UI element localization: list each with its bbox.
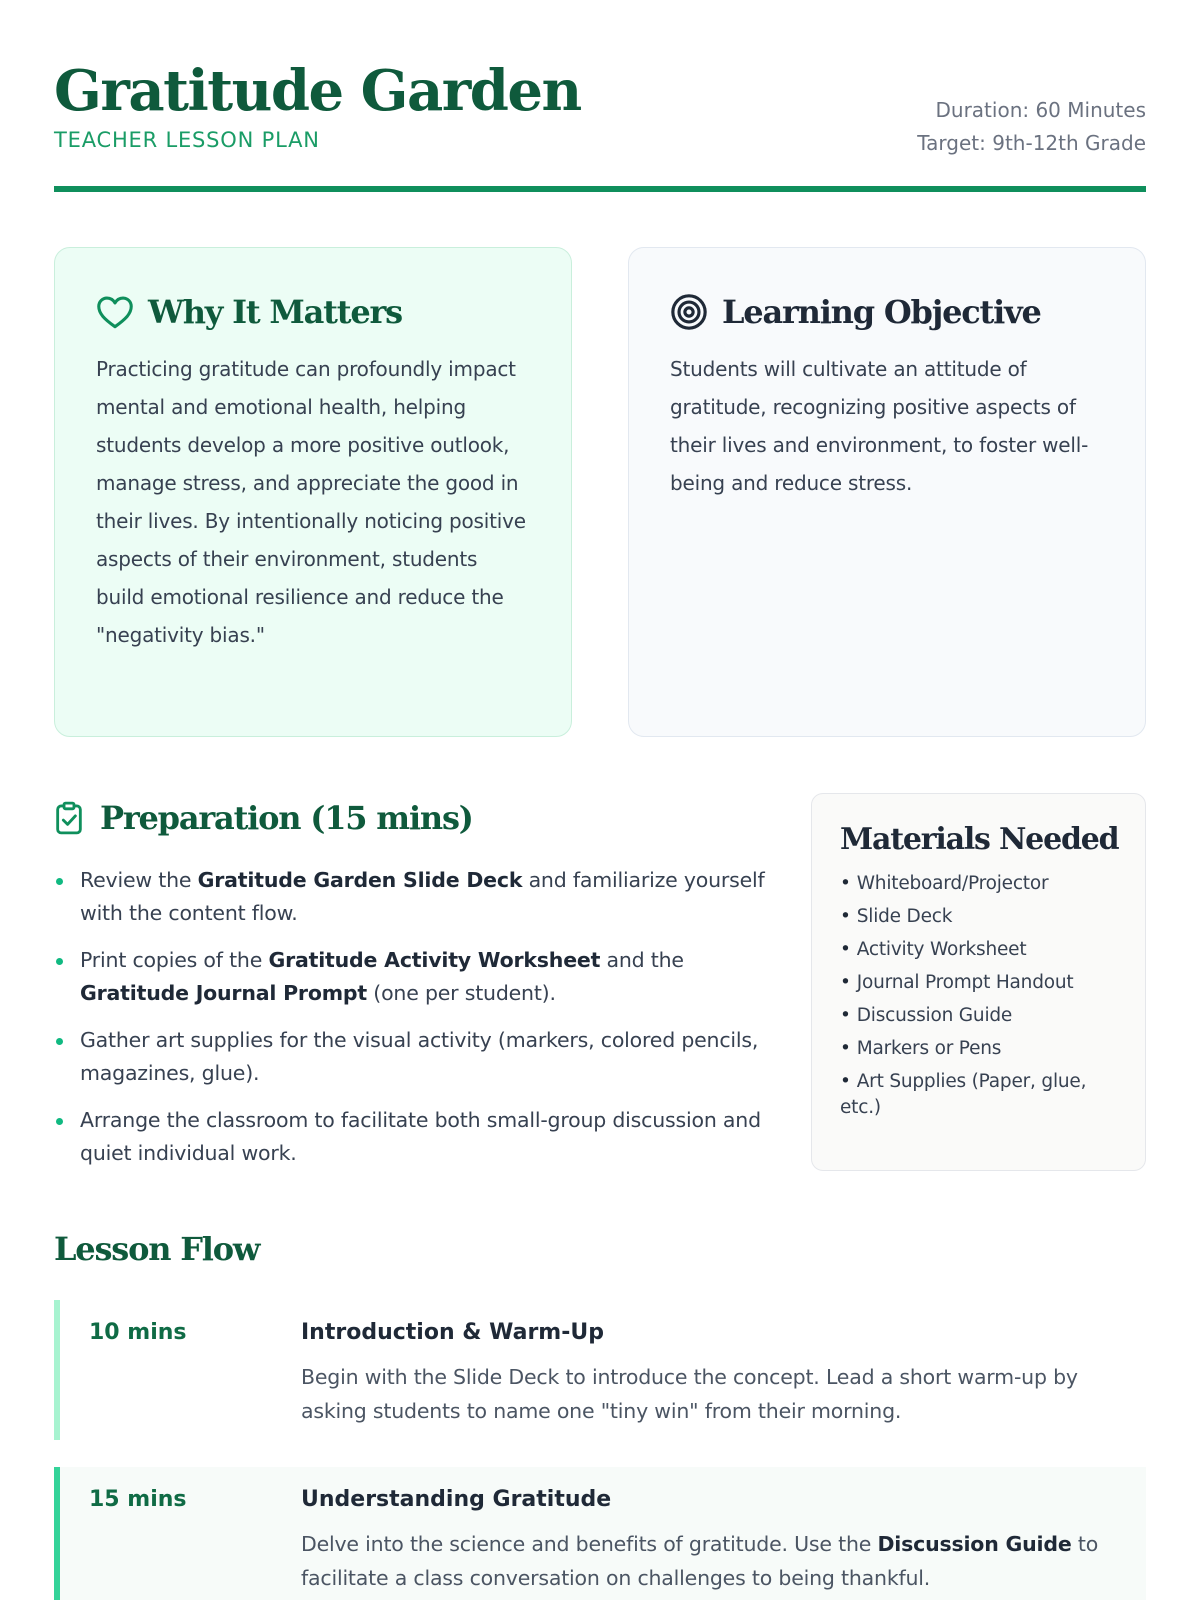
preparation-header bbox=[54, 793, 473, 843]
why-it-matters-body: Practicing gratitude can profoundly impact mental and emotional health, helping students develop a more positive outlook, manage stress, and appreciate the good in their lives. By intentionally noticing positive aspects of their environment, students build emotional resilience and reduce the "negativity bias." bbox=[96, 357, 526, 647]
header-divider bbox=[54, 186, 1146, 192]
page-title: Gratitude Garden bbox=[54, 58, 581, 124]
step-duration: 10 mins bbox=[89, 1320, 187, 1345]
preparation-title: Preparation (15 mins) bbox=[100, 799, 473, 837]
target-text: Target: 9th-12th Grade bbox=[917, 131, 1146, 155]
heart-icon bbox=[96, 295, 134, 329]
why-it-matters-title: Why It Matters bbox=[148, 293, 402, 331]
list-item: Arrange the classroom to facilitate both small-group discussion and quiet individual work. bbox=[54, 1104, 774, 1170]
lesson-step-understanding bbox=[54, 1467, 1146, 1600]
step-description: Delve into the science and benefits of gratitude. Use the Discussion Guide to facilitate a class conversation on challenges to being thankful. bbox=[301, 1532, 1099, 1590]
list-item: • Markers or Pens bbox=[840, 1038, 1002, 1059]
list-item: • Journal Prompt Handout bbox=[840, 972, 1074, 993]
learning-objective-title: Learning Objective bbox=[722, 293, 1041, 331]
lesson-flow-title: Lesson Flow bbox=[54, 1230, 260, 1268]
materials-title: Materials Needed bbox=[840, 822, 1119, 857]
page-subtitle: TEACHER LESSON PLAN bbox=[54, 128, 320, 152]
materials-card bbox=[811, 793, 1146, 1171]
step-duration: 15 mins bbox=[89, 1487, 187, 1512]
header bbox=[54, 50, 1146, 160]
list-item: • Discussion Guide bbox=[840, 1005, 1013, 1026]
materials-list bbox=[840, 871, 1119, 1121]
list-item: Gather art supplies for the visual activity (markers, colored pencils, magazines, glue). bbox=[54, 1024, 774, 1090]
list-item: • Art Supplies (Paper, glue, etc.) bbox=[840, 1071, 1087, 1118]
list-item: • Activity Worksheet bbox=[840, 939, 1027, 960]
lesson-step-introduction bbox=[54, 1300, 1146, 1440]
list-item: Print copies of the Gratitude Activity Worksheet and the Gratitude Journal Prompt (one per student). bbox=[54, 944, 774, 1010]
list-item: • Slide Deck bbox=[840, 906, 953, 927]
lesson-meta bbox=[917, 94, 1146, 160]
learning-objective-body: Students will cultivate an attitude of gratitude, recognizing positive aspects of their lives and environment, to foster well-being and reduce stress. bbox=[670, 357, 1089, 495]
step-title: Introduction & Warm-Up bbox=[301, 1320, 604, 1345]
duration-text: Duration: 60 Minutes bbox=[935, 98, 1146, 122]
target-icon bbox=[670, 293, 708, 331]
step-title: Understanding Gratitude bbox=[301, 1487, 612, 1512]
learning-objective-card bbox=[628, 247, 1146, 737]
preparation-list bbox=[54, 864, 774, 1184]
step-description: Begin with the Slide Deck to introduce the concept. Lead a short warm-up by asking students to name one "tiny win" from their morning. bbox=[301, 1365, 1078, 1423]
clipboard-check-icon bbox=[54, 801, 84, 835]
why-it-matters-card bbox=[54, 247, 572, 737]
list-item: Review the Gratitude Garden Slide Deck and familiarize yourself with the content flow. bbox=[54, 864, 774, 930]
lesson-plan-page bbox=[54, 0, 1146, 1600]
why-it-matters-header bbox=[96, 290, 531, 334]
learning-objective-header bbox=[670, 290, 1105, 334]
list-item: • Whiteboard/Projector bbox=[840, 873, 1049, 894]
